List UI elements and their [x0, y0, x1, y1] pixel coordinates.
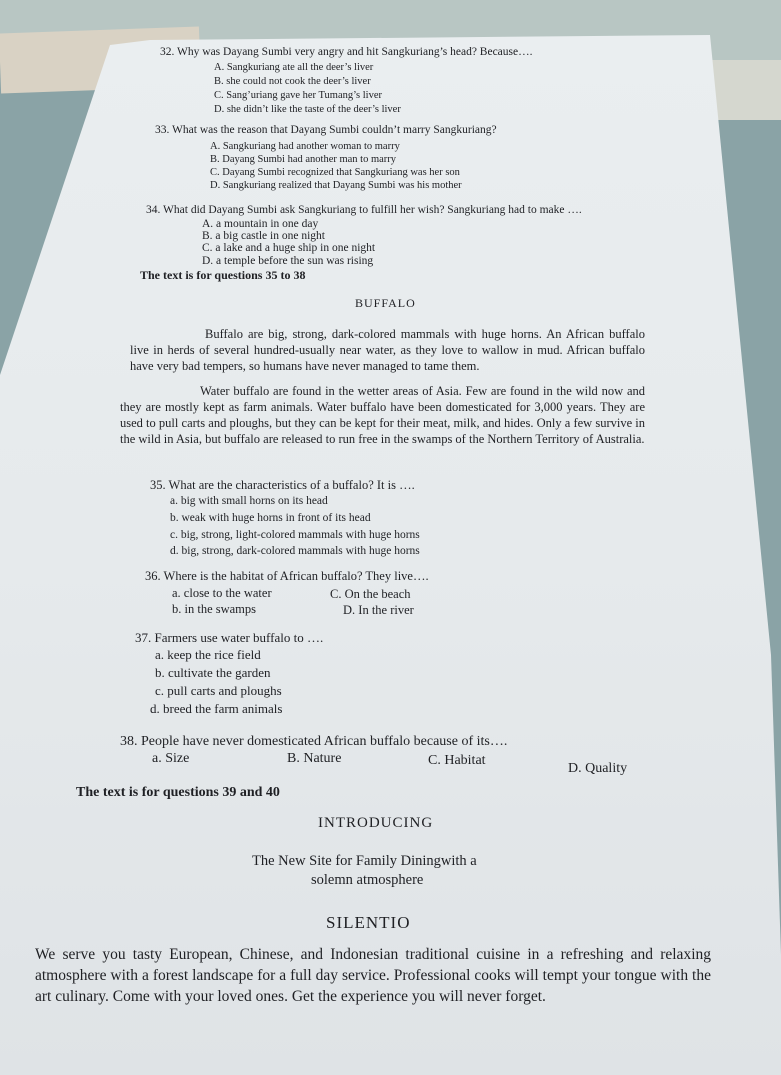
q36-option-d: D. In the river	[343, 603, 414, 617]
q36-option-a: a. close to the water	[172, 586, 272, 600]
q35-option-a: a. big with small horns on its head	[170, 495, 328, 507]
q37-option-c: c. pull carts and ploughs	[155, 683, 282, 698]
q32-option-b: B. she could not cook the deer’s liver	[214, 76, 371, 87]
q37-option-d: d. breed the farm animals	[150, 701, 283, 716]
ad-tagline-line-2: solemn atmosphere	[311, 872, 424, 888]
q35-option-b: b. weak with huge horns in front of its head	[170, 512, 371, 524]
q33-option-b: B. Dayang Sumbi had another man to marry	[210, 154, 397, 165]
section-header-35-38: The text is for questions 35 to 38	[140, 268, 306, 282]
restaurant-name: SILENTIO	[326, 913, 411, 932]
q35-option-d: d. big, strong, dark-colored mammals with huge horns	[170, 545, 420, 557]
q37-option-a: a. keep the rice field	[155, 647, 261, 662]
q36-option-b: b. in the swamps	[172, 602, 257, 616]
q32-option-d: D. she didn’t like the taste of the deer’s liver	[214, 104, 401, 115]
q32-option-a: A. Sangkuriang ate all the deer’s liver	[214, 62, 374, 73]
q37-option-b: b. cultivate the garden	[155, 665, 271, 680]
section-header-39-40: The text is for questions 39 and 40	[76, 785, 280, 800]
q35-stem: 35. What are the characteristics of a buffalo? It is ….	[150, 478, 415, 492]
q38-option-d: D. Quality	[568, 761, 628, 776]
q37-stem: 37. Farmers use water buffalo to ….	[135, 630, 324, 645]
q34-option-a: A. a mountain in one day	[202, 218, 319, 230]
q34-stem: 34. What did Dayang Sumbi ask Sangkuriang to fulfill her wish? Sangkuriang had to make ….	[146, 204, 582, 216]
buffalo-paragraph-1: Buffalo are big, strong, dark-colored mammals with huge horns. An African buffalo live in herds of several hundred-usually near water, as they love to wallow in mud. African buffalo have very bad tempers, so humans have never managed to tame them.	[130, 327, 645, 373]
q33-option-d: D. Sangkuriang realized that Dayang Sumbi was his mother	[210, 180, 462, 191]
buffalo-title: BUFFALO	[355, 296, 416, 310]
ad-tagline-line-1: The New Site for Family Diningwith a	[252, 853, 477, 869]
q38-option-b: B. Nature	[287, 751, 342, 766]
q33-option-a: A. Sangkuriang had another woman to marry	[210, 141, 400, 152]
q38-stem: 38. People have never domesticated African buffalo because of its….	[120, 734, 508, 749]
q34-option-c: C. a lake and a huge ship in one night	[202, 242, 376, 254]
q36-stem: 36. Where is the habitat of African buffalo? They live….	[145, 569, 429, 583]
q38-option-a: a. Size	[152, 751, 190, 766]
q32-option-c: C. Sang’uriang gave her Tumang’s liver	[214, 90, 382, 101]
q36-option-c: C. On the beach	[330, 587, 411, 601]
q33-option-c: C. Dayang Sumbi recognized that Sangkuriang was her son	[210, 167, 460, 178]
q35-option-c: c. big, strong, light-colored mammals with huge horns	[170, 529, 420, 541]
ad-heading: INTRODUCING	[318, 815, 434, 831]
buffalo-paragraph-2: Water buffalo are found in the wetter areas of Asia. Few are found in the wild now and they are mostly kept as farm animals. Water buffalo have been domesticated for 3,000 years. They are used to pull carts and ploughs, but they can be kept for their meat, milk, and hides. Only a few survive in the wild in Asia, but buffalo are released to run free in the swamps of the Northern Territory of Australia.	[120, 384, 645, 446]
q33-stem: 33. What was the reason that Dayang Sumbi couldn’t marry Sangkuriang?	[155, 124, 497, 136]
q34-option-b: B. a big castle in one night	[202, 230, 325, 242]
q38-option-c: C. Habitat	[428, 753, 486, 768]
q34-option-d: D. a temple before the sun was rising	[202, 255, 374, 267]
ad-body-paragraph: We serve you tasty European, Chinese, and Indonesian traditional cuisine in a refreshing and relaxing atmosphere with a forest landscape for a full day service. Professional cooks will tempt your tongue with the art culinary. Come with your loved ones. Get the experience you will never forget.	[35, 946, 711, 1005]
q32-stem: 32. Why was Dayang Sumbi very angry and hit Sangkuriang’s head? Because….	[160, 46, 533, 58]
